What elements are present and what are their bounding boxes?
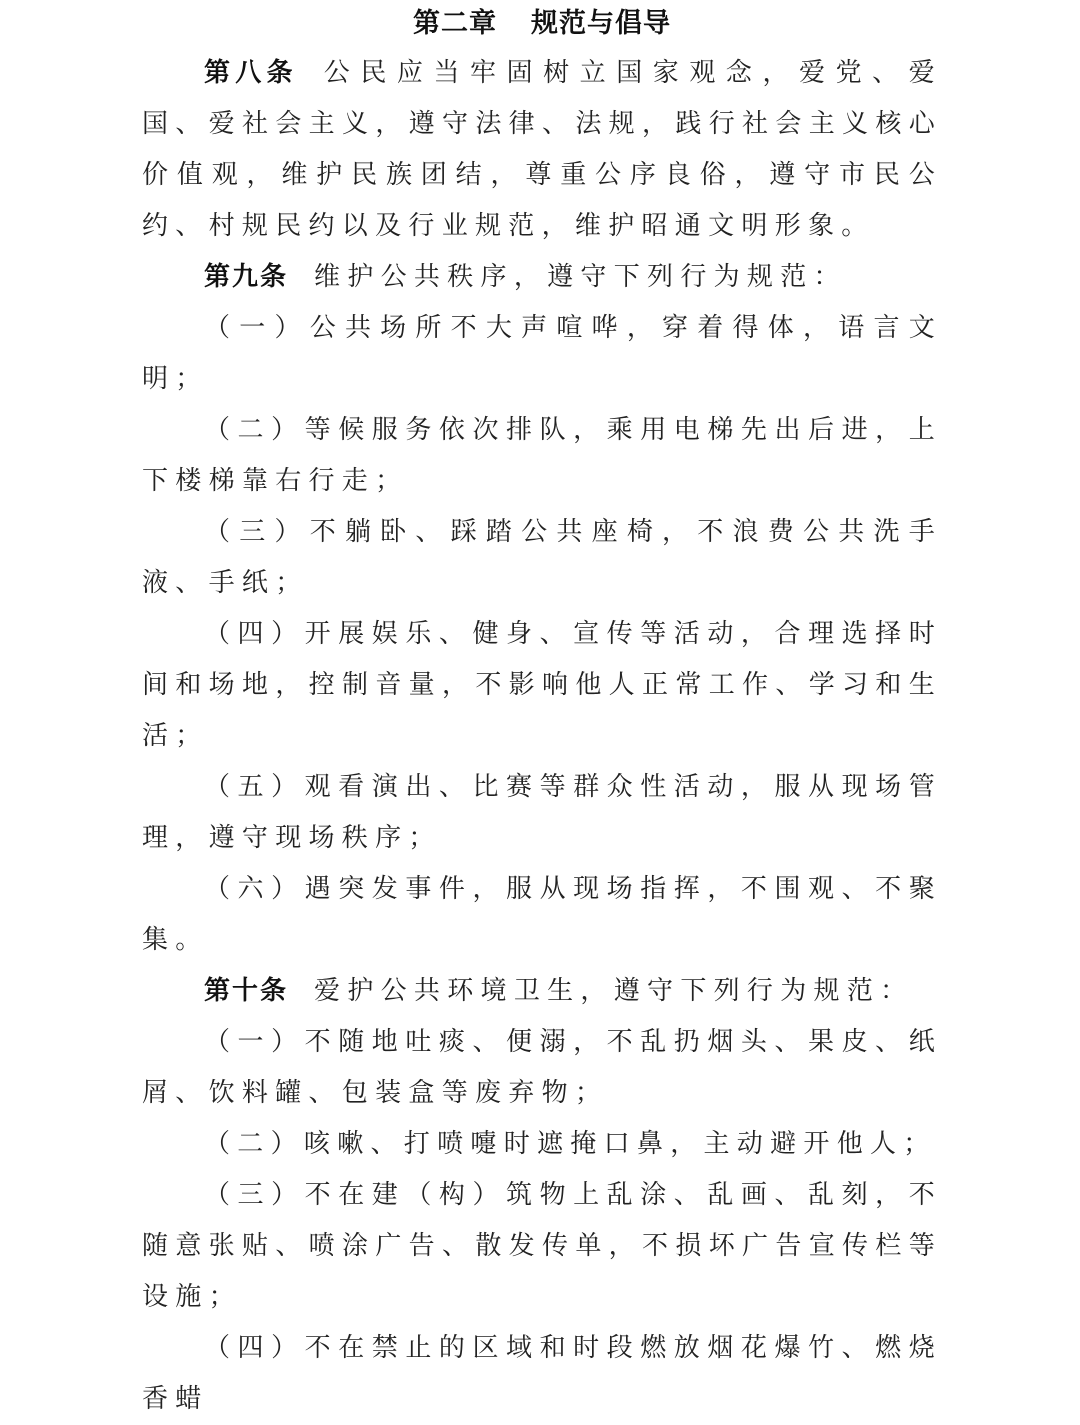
article-text: 爱护公共环境卫生，遵守下列行为规范： <box>314 976 914 1006</box>
chapter-heading <box>142 0 942 48</box>
article-9-item-3: （三）不躺卧、踩踏公共座椅，不浪费公共洗手液、手纸； <box>142 517 942 598</box>
article-10 <box>142 966 942 1017</box>
article-9 <box>142 252 942 303</box>
article-10-item-1: （一）不随地吐痰、便溺，不乱扔烟头、果皮、纸屑、饮料罐、包装盒等废弃物； <box>142 1027 942 1108</box>
article-text: 公民应当牢固树立国家观念，爱党、爱国、爱社会主义，遵守法律、法规，践行社会主义核心价值观，维护民族团结，尊重公序良俗，遵守市民公约、村规民约以及行业规范，维护昭通文明形象。 <box>142 58 942 241</box>
article-9-item-2: （二）等候服务依次排队，乘用电梯先出后进，上下楼梯靠右行走； <box>142 415 942 496</box>
chapter-number: 第二章 <box>413 8 497 39</box>
article-number: 第十条 <box>204 976 289 1006</box>
article-8 <box>142 48 942 252</box>
article-number: 第九条 <box>204 262 289 292</box>
article-10-item-3: （三）不在建（构）筑物上乱涂、乱画、乱刻，不随意张贴、喷涂广告、散发传单，不损坏广告宣传栏等设施； <box>142 1180 942 1312</box>
article-10-item-4: （四）不在禁止的区域和时段燃放烟花爆竹、燃烧香蜡 <box>142 1333 942 1414</box>
article-9-item-6: （六）遇突发事件，服从现场指挥，不围观、不聚集。 <box>142 874 942 955</box>
article-10-item-2: （二）咳嗽、打喷嚏时遮掩口鼻，主动避开他人； <box>204 1129 937 1159</box>
article-text: 维护公共秩序，遵守下列行为规范： <box>314 262 847 292</box>
article-number: 第八条 <box>204 58 298 88</box>
article-9-item-5: （五）观看演出、比赛等群众性活动，服从现场管理，遵守现场秩序； <box>142 772 942 853</box>
chapter-title: 规范与倡导 <box>531 8 671 39</box>
article-9-item-4: （四）开展娱乐、健身、宣传等活动，合理选择时间和场地，控制音量，不影响他人正常工作、学习和生活； <box>142 619 942 751</box>
article-9-item-1: （一）公共场所不大声喧哗，穿着得体，语言文明； <box>142 313 942 394</box>
document-page <box>142 0 942 1425</box>
